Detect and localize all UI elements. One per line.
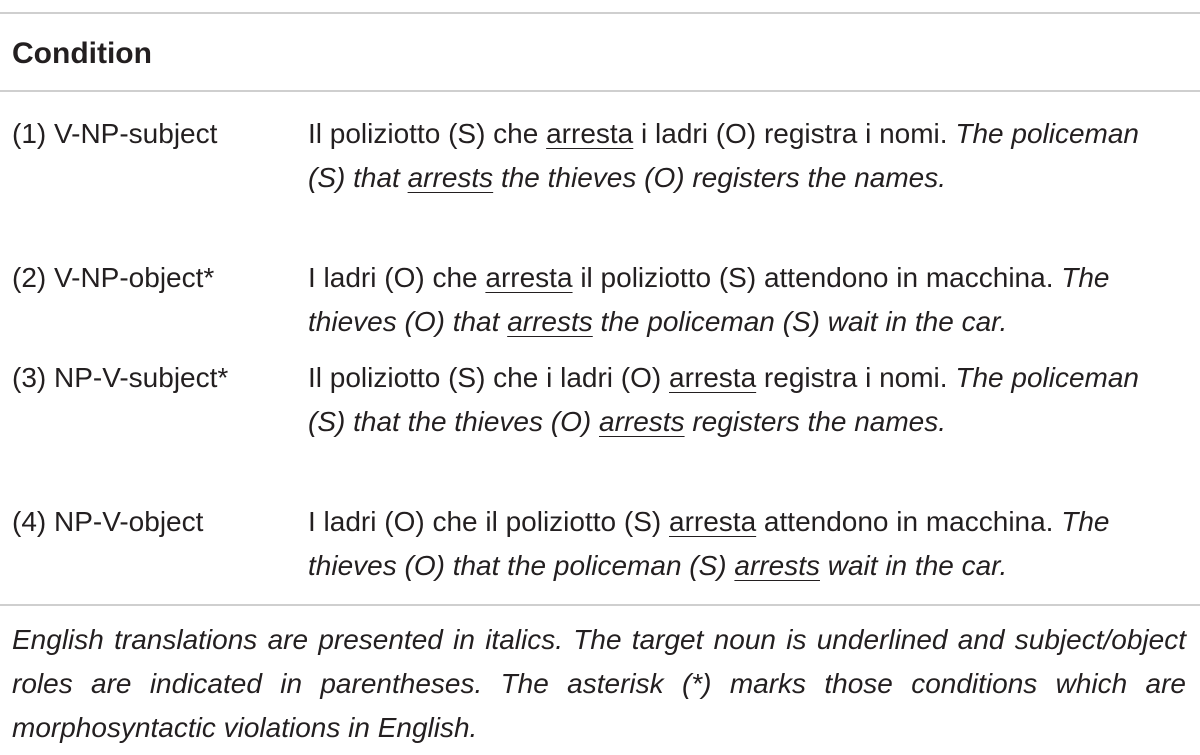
english-translation: the thieves (O) registers the names. bbox=[493, 162, 947, 193]
italian-text: i ladri (O) registra i nomi. bbox=[633, 118, 948, 149]
english-translation: The thieves (O) that bbox=[308, 262, 1110, 337]
header-rule bbox=[0, 90, 1200, 92]
italian-text: Il poliziotto (S) che bbox=[308, 118, 547, 149]
english-translation: the policeman (S) wait in the car. bbox=[592, 306, 1008, 337]
example-sentence bbox=[308, 112, 1168, 200]
column-header-condition: Condition bbox=[12, 37, 152, 70]
italian-text: Il poliziotto (S) che i ladri (O) bbox=[308, 362, 669, 393]
english-translation: registers the names. bbox=[684, 406, 947, 437]
italian-text: I ladri (O) che il poliziotto (S) bbox=[308, 506, 669, 537]
english-translation: The thieves (O) that the policeman (S) bbox=[308, 506, 1110, 581]
italian-text: il poliziotto (S) attendono in macchina. bbox=[572, 262, 1054, 293]
english-target-verb: arrests bbox=[507, 306, 593, 337]
example-sentence bbox=[308, 356, 1168, 444]
table-footnote: English translations are presented in italics. The target noun is underlined and subject/object roles are indicated in parentheses. The asterisk (*) marks those conditions which are morphosyntactic violations in English. bbox=[12, 624, 1186, 743]
english-target-verb: arrests bbox=[407, 162, 494, 193]
condition-label: (2) V-NP-object* bbox=[12, 262, 215, 293]
english-target-verb: arrests bbox=[734, 550, 820, 581]
condition-label: (4) NP-V-object bbox=[12, 506, 204, 537]
italian-target-verb: arresta bbox=[546, 118, 634, 149]
italian-target-verb: arresta bbox=[485, 262, 573, 293]
table-top-rule bbox=[0, 12, 1200, 14]
table-bottom-rule bbox=[0, 604, 1200, 606]
condition-label: (1) V-NP-subject bbox=[12, 118, 218, 149]
italian-text: I ladri (O) che bbox=[308, 262, 486, 293]
italian-text: registra i nomi. bbox=[756, 362, 948, 393]
italian-target-verb: arresta bbox=[669, 506, 757, 537]
english-translation: The policeman (S) that the thieves (O) bbox=[308, 362, 1139, 437]
italian-target-verb: arresta bbox=[669, 362, 757, 393]
example-sentence bbox=[308, 256, 1168, 344]
english-target-verb: arrests bbox=[599, 406, 685, 437]
english-translation: wait in the car. bbox=[819, 550, 1008, 581]
english-translation: The policeman (S) that bbox=[308, 118, 1139, 193]
italian-text: attendono in macchina. bbox=[756, 506, 1054, 537]
example-sentence bbox=[308, 500, 1168, 588]
condition-label: (3) NP-V-subject* bbox=[12, 362, 229, 393]
